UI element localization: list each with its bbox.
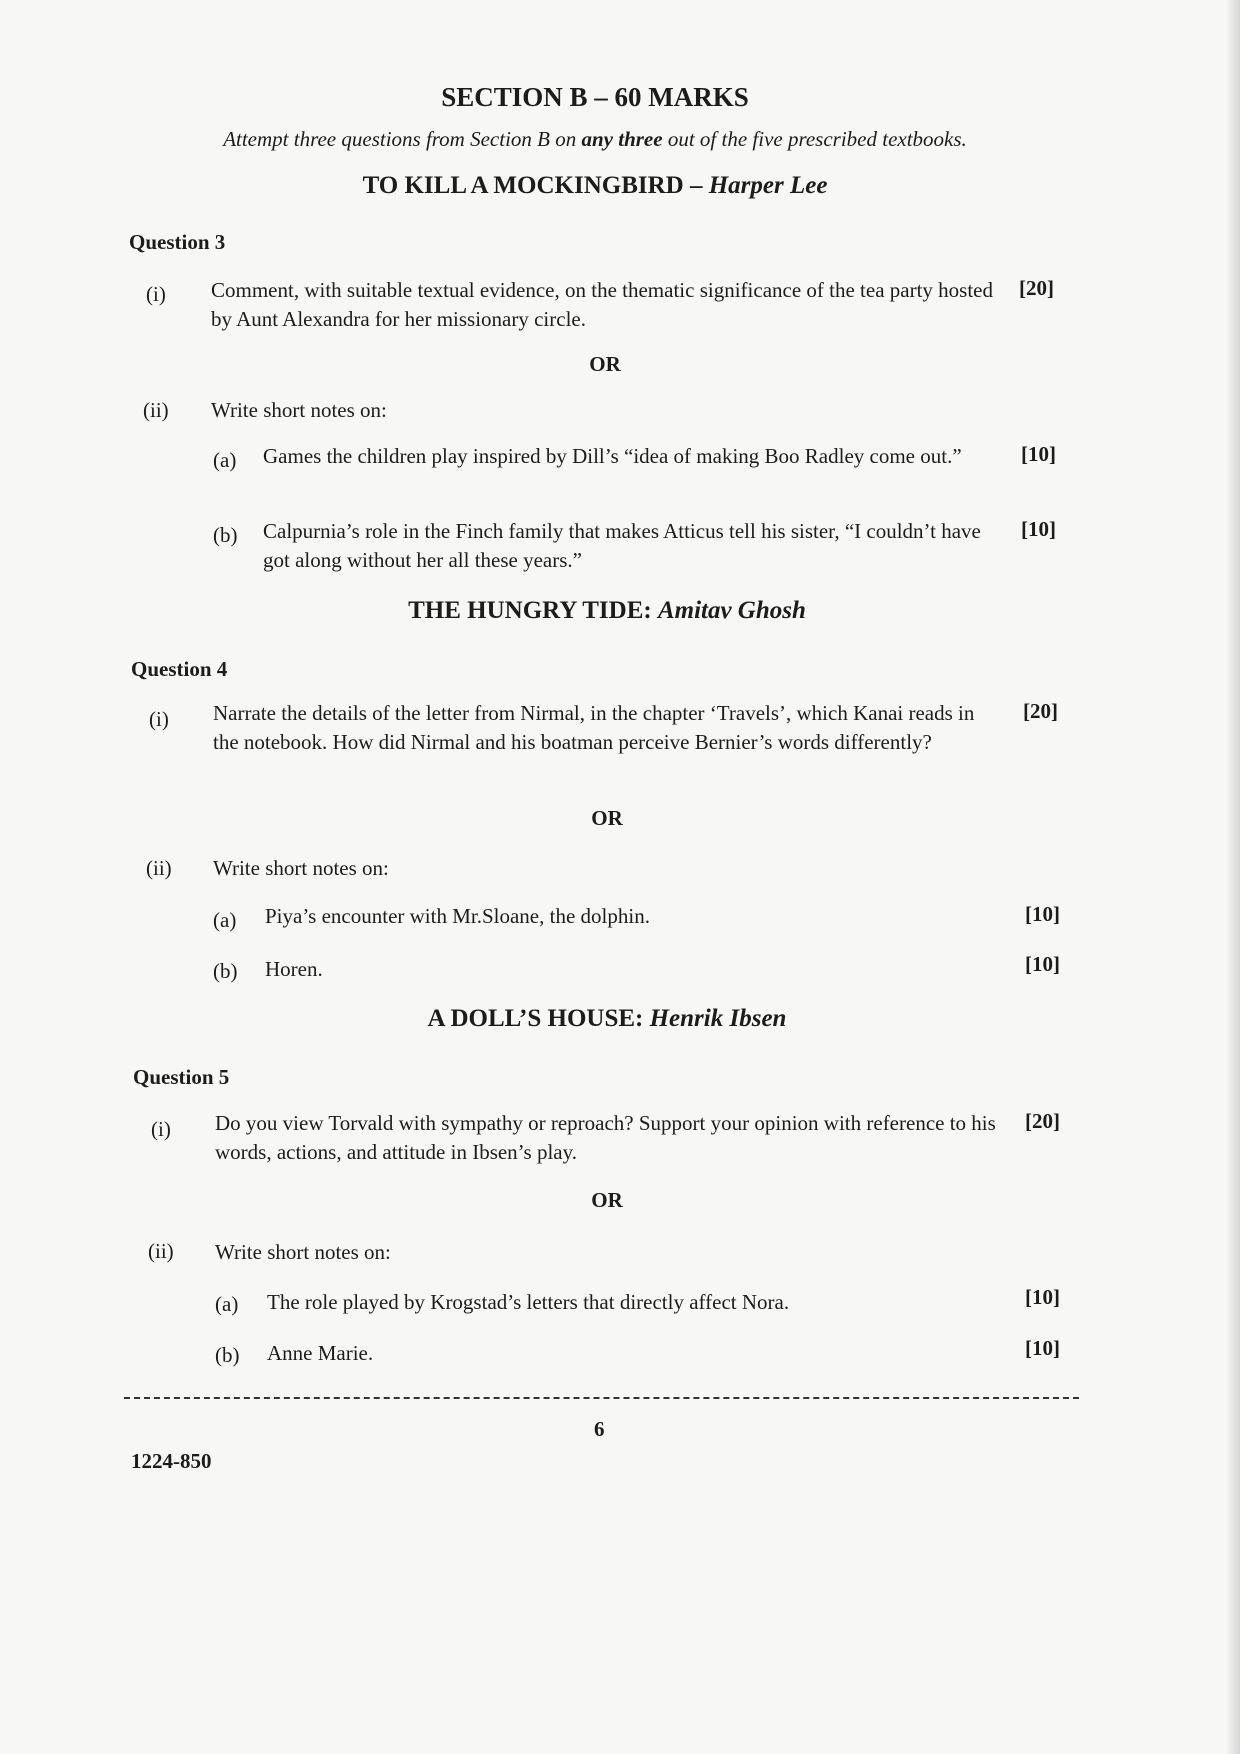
part-number: (i): [149, 707, 169, 731]
or-divider: OR: [591, 1188, 623, 1212]
part-number: (ii): [148, 1239, 174, 1263]
section-title: SECTION B – 60 MARKS: [441, 82, 749, 112]
page-edge-shadow: [1226, 0, 1240, 1754]
part-number: (ii): [146, 856, 172, 880]
or-divider: OR: [591, 806, 623, 830]
marks: [10]: [1021, 517, 1056, 541]
part-number: (i): [146, 282, 166, 306]
sub-part-label: (a): [213, 448, 237, 472]
book-title: [12, 597, 1202, 625]
sub-part-text: Piya’s encounter with Mr.Sloane, the dolphin.: [265, 904, 650, 928]
question-text: Write short notes on:: [211, 398, 387, 422]
instruction-part: out of the five prescribed textbooks.: [662, 127, 967, 151]
paper-code: 1224-850: [131, 1449, 212, 1473]
or-divider: OR: [589, 352, 621, 376]
question-text: Write short notes on:: [213, 856, 389, 880]
book-title: [12, 1005, 1202, 1033]
book-name: THE HUNGRY TIDE:: [408, 597, 652, 624]
sub-part-label: (a): [213, 908, 237, 932]
sub-part-label: (b): [213, 959, 238, 983]
marks: [10]: [1025, 1285, 1060, 1309]
sub-part-text: Calpurnia’s role in the Finch family that makes Atticus tell his sister, “I couldn’t have got along without her all these years.”: [263, 519, 981, 572]
question-text: Do you view Torvald with sympathy or reproach? Support your opinion with reference to his words, actions, and attitude in Ibsen’s play.: [215, 1111, 996, 1164]
marks: [10]: [1025, 952, 1060, 976]
book-name: TO KILL A MOCKINGBIRD –: [362, 172, 703, 199]
sub-part-text: Games the children play inspired by Dill’s “idea of making Boo Radley come out.”: [263, 444, 962, 468]
book-title: [0, 172, 1190, 200]
instruction-emphasis: any three: [581, 127, 663, 151]
question-heading: Question 5: [133, 1065, 230, 1089]
question-text: Write short notes on:: [215, 1240, 391, 1264]
question-text: Narrate the details of the letter from Nirmal, in the chapter ‘Travels’, which Kanai reads in the notebook. How did Nirmal and his boatman perceive Bernier’s words differently?: [213, 701, 975, 754]
book-author: Harper Lee: [708, 172, 828, 199]
book-author: Amitav Ghosh: [657, 597, 806, 624]
marks: [10]: [1021, 442, 1056, 466]
section-instruction: [0, 127, 1190, 152]
sub-part-text: The role played by Krogstad’s letters that directly affect Nora.: [267, 1290, 790, 1314]
marks: [20]: [1019, 276, 1054, 300]
marks: [20]: [1025, 1109, 1060, 1133]
instruction-part: Attempt three questions from Section B on: [223, 127, 582, 151]
footer-divider: [124, 1397, 1079, 1399]
part-number: (ii): [143, 398, 169, 422]
book-name: A DOLL’S HOUSE:: [427, 1005, 644, 1032]
question-heading: Question 3: [129, 230, 226, 254]
page-number: 6: [594, 1417, 605, 1441]
question-heading: Question 4: [131, 657, 228, 681]
marks: [10]: [1025, 1336, 1060, 1360]
book-author: Henrik Ibsen: [649, 1005, 787, 1032]
sub-part-label: (b): [213, 523, 238, 547]
marks: [20]: [1023, 699, 1058, 723]
sub-part-label: (b): [215, 1343, 240, 1367]
marks: [10]: [1025, 902, 1060, 926]
question-text: Comment, with suitable textual evidence, on the thematic significance of the tea party hosted by Aunt Alexandra for her missionary circle.: [211, 278, 994, 331]
sub-part-text: Horen.: [265, 957, 323, 981]
part-number: (i): [151, 1117, 171, 1141]
sub-part-text: Anne Marie.: [267, 1341, 374, 1365]
sub-part-label: (a): [215, 1292, 239, 1316]
